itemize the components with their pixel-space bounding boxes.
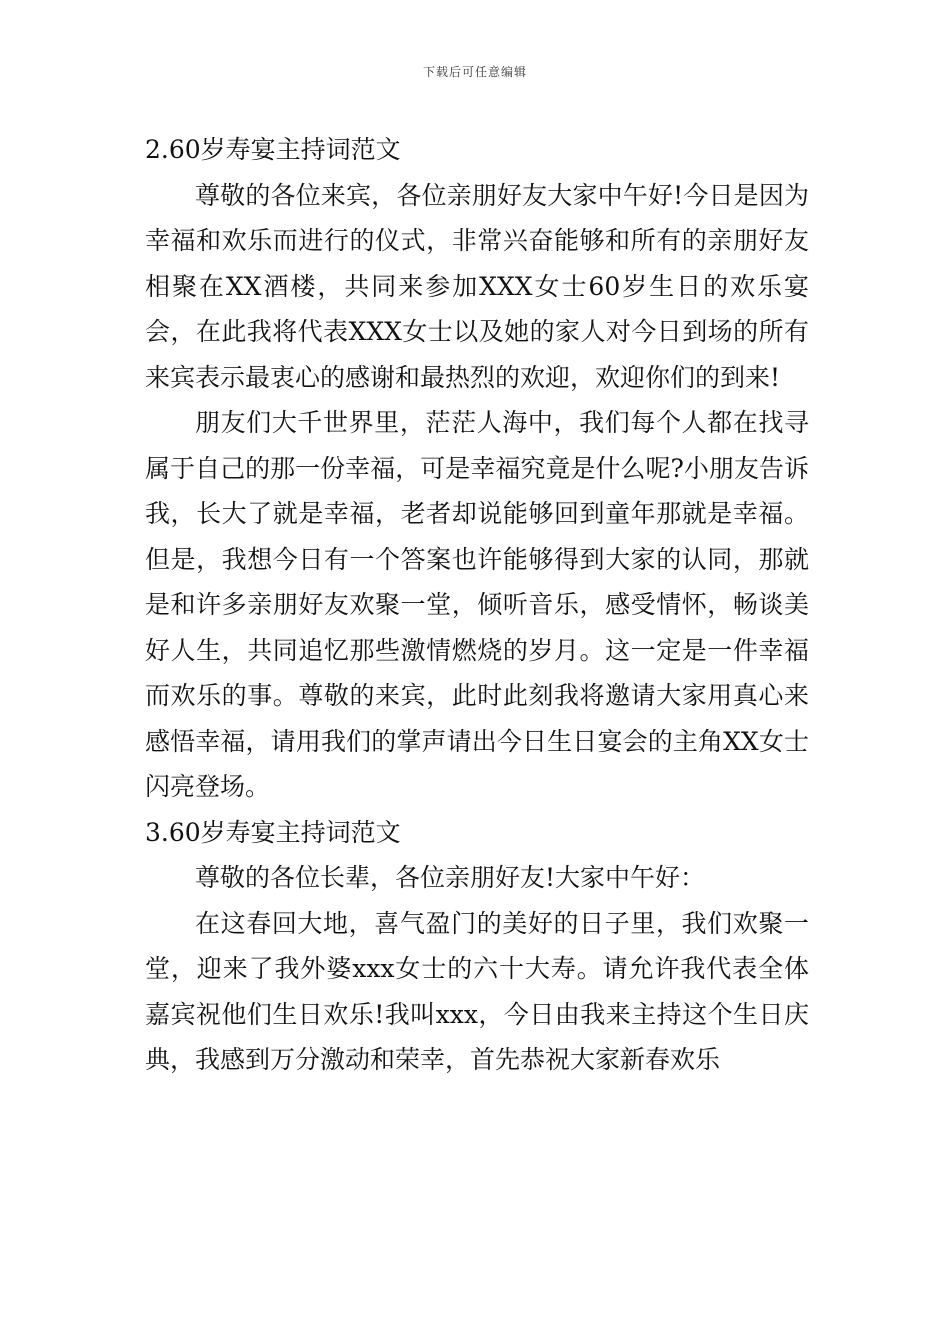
paragraph: 在这春回大地，喜气盈门的美好的日子里，我们欢聚一堂，迎来了我外婆xxx女士的六十大寿。请允许我代表全体嘉宾祝他们生日欢乐!我叫xxx，今日由我来主持这个生日庆典，我感到万分激动和荣幸，首先恭祝大家新春欢乐 — [145, 908, 809, 1074]
page-header: 下载后可任意编辑 — [422, 65, 527, 79]
section-heading: 2.60岁寿宴主持词范文 — [145, 135, 401, 164]
section-heading: 3.60岁寿宴主持词范文 — [145, 817, 401, 847]
paragraph: 尊敬的各位长辈，各位亲朋好友!大家中午好： — [195, 863, 706, 892]
paragraph: 尊敬的各位来宾，各位亲朋好友大家中午好!今日是因为幸福和欢乐而进行的仪式，非常兴奋能够和所有的亲朋好友相聚在XX酒楼，共同来参加XXX女士60岁生日的欢乐宴会，在此我将代表XXX女士以及她的家人对今日到场的所有来宾表示最衷心的感谢和最热烈的欢迎，欢迎你们的到来! — [145, 180, 809, 392]
paragraph: 朋友们大千世界里，茫茫人海中，我们每个人都在找寻属于自己的那一份幸福，可是幸福究竟是什么呢?小朋友告诉我，长大了就是幸福，老者却说能够回到童年那就是幸福。但是，我想今日有一个答案也许能够得到大家的认同，那就是和许多亲朋好友欢聚一堂，倾听音乐，感受情怀，畅谈美好人生，共同追忆那些激情燃烧的岁月。这一定是一件幸福而欢乐的事。尊敬的来宾，此时此刻我将邀请大家用真心来感悟幸福，请用我们的掌声请出今日生日宴会的主角XX女士闪亮登场。 — [145, 408, 809, 801]
document-body — [145, 127, 809, 1083]
